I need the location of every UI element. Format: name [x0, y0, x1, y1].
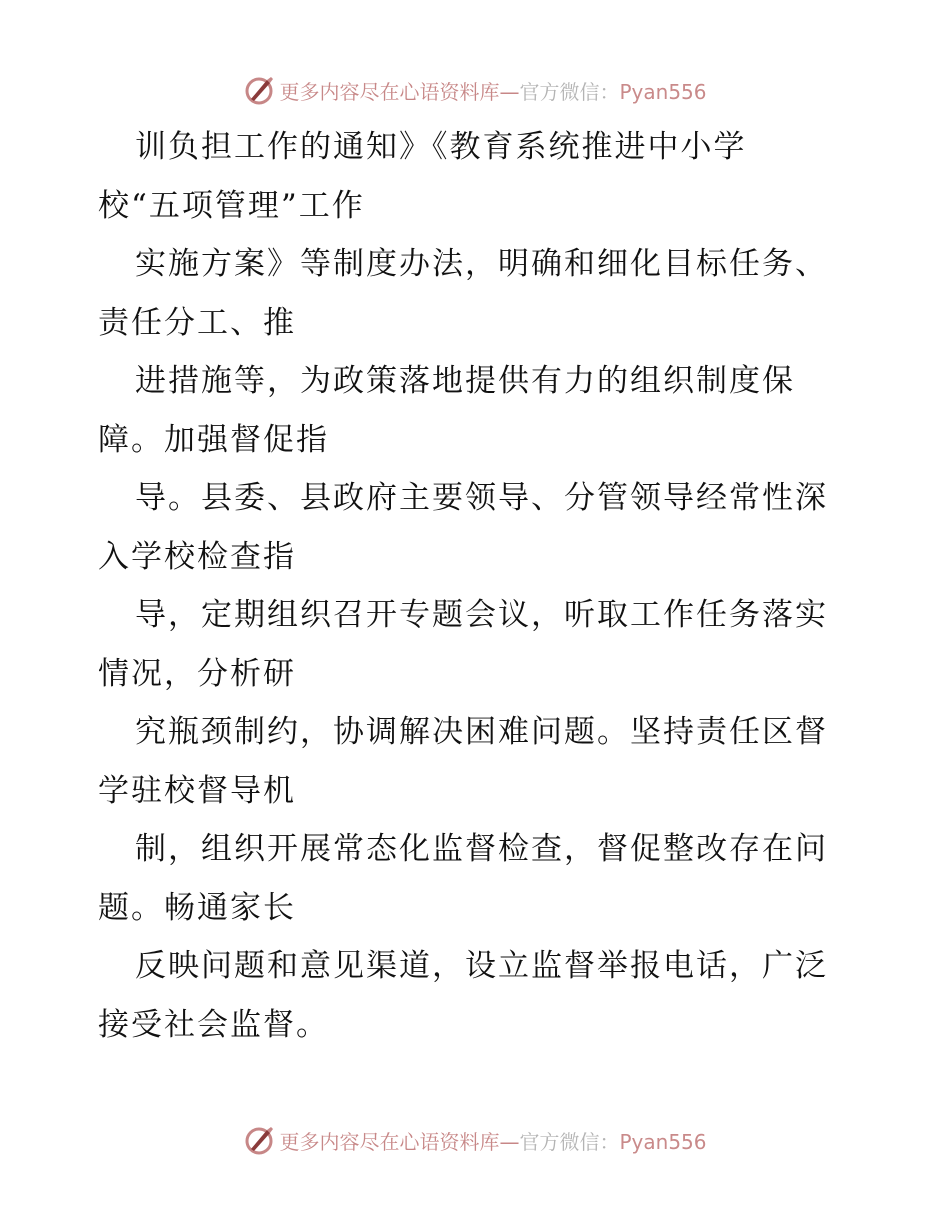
- footer-banner: [0, 1120, 950, 1160]
- pen-logo-icon: [243, 1124, 275, 1156]
- pen-logo-icon: [243, 74, 275, 106]
- text-line: 制，组织开展常态化监督检查，督促整改存在问: [135, 831, 828, 867]
- text-line: 入学校检查指: [98, 538, 296, 575]
- text-line: 校“五项管理”工作: [98, 187, 365, 224]
- banner-text: [279, 76, 706, 105]
- text-line: 实施方案》等制度办法，明确和细化目标任务、: [135, 246, 828, 282]
- document-body: [98, 118, 878, 1054]
- banner-wechat-id: Pyan556: [619, 1129, 707, 1154]
- banner-wechat-label: 官方微信：: [519, 1129, 620, 1154]
- text-line: 究瓶颈制约，协调解决困难问题。坚持责任区督: [135, 714, 828, 750]
- text-line: 障。加强督促指: [98, 421, 329, 458]
- text-line: 反映问题和意见渠道，设立监督举报电话，广泛: [135, 948, 828, 984]
- header-banner: [0, 70, 950, 110]
- banner-site-name: 更多内容尽在心语资料库: [279, 1129, 500, 1154]
- text-line: 责任分工、推: [98, 304, 296, 341]
- text-line: 导，定期组织召开专题会议，听取工作任务落实: [135, 597, 828, 633]
- text-line: 学驻校督导机: [98, 772, 296, 809]
- text-line: 情况，分析研: [98, 655, 296, 692]
- banner-dash: —: [499, 79, 520, 104]
- text-line: 导。县委、县政府主要领导、分管领导经常性深: [135, 480, 828, 516]
- banner-wechat-id: Pyan556: [619, 79, 707, 104]
- banner-dash: —: [499, 1129, 520, 1154]
- text-line: 训负担工作的通知》《教育系统推进中小学: [135, 129, 747, 165]
- banner-wechat-label: 官方微信：: [519, 79, 620, 104]
- text-line: 题。畅通家长: [98, 889, 296, 926]
- banner-text: [279, 1126, 706, 1155]
- banner-site-name: 更多内容尽在心语资料库: [279, 79, 500, 104]
- text-line: 接受社会监督。: [98, 1006, 329, 1043]
- text-line: 进措施等，为政策落地提供有力的组织制度保: [135, 363, 795, 399]
